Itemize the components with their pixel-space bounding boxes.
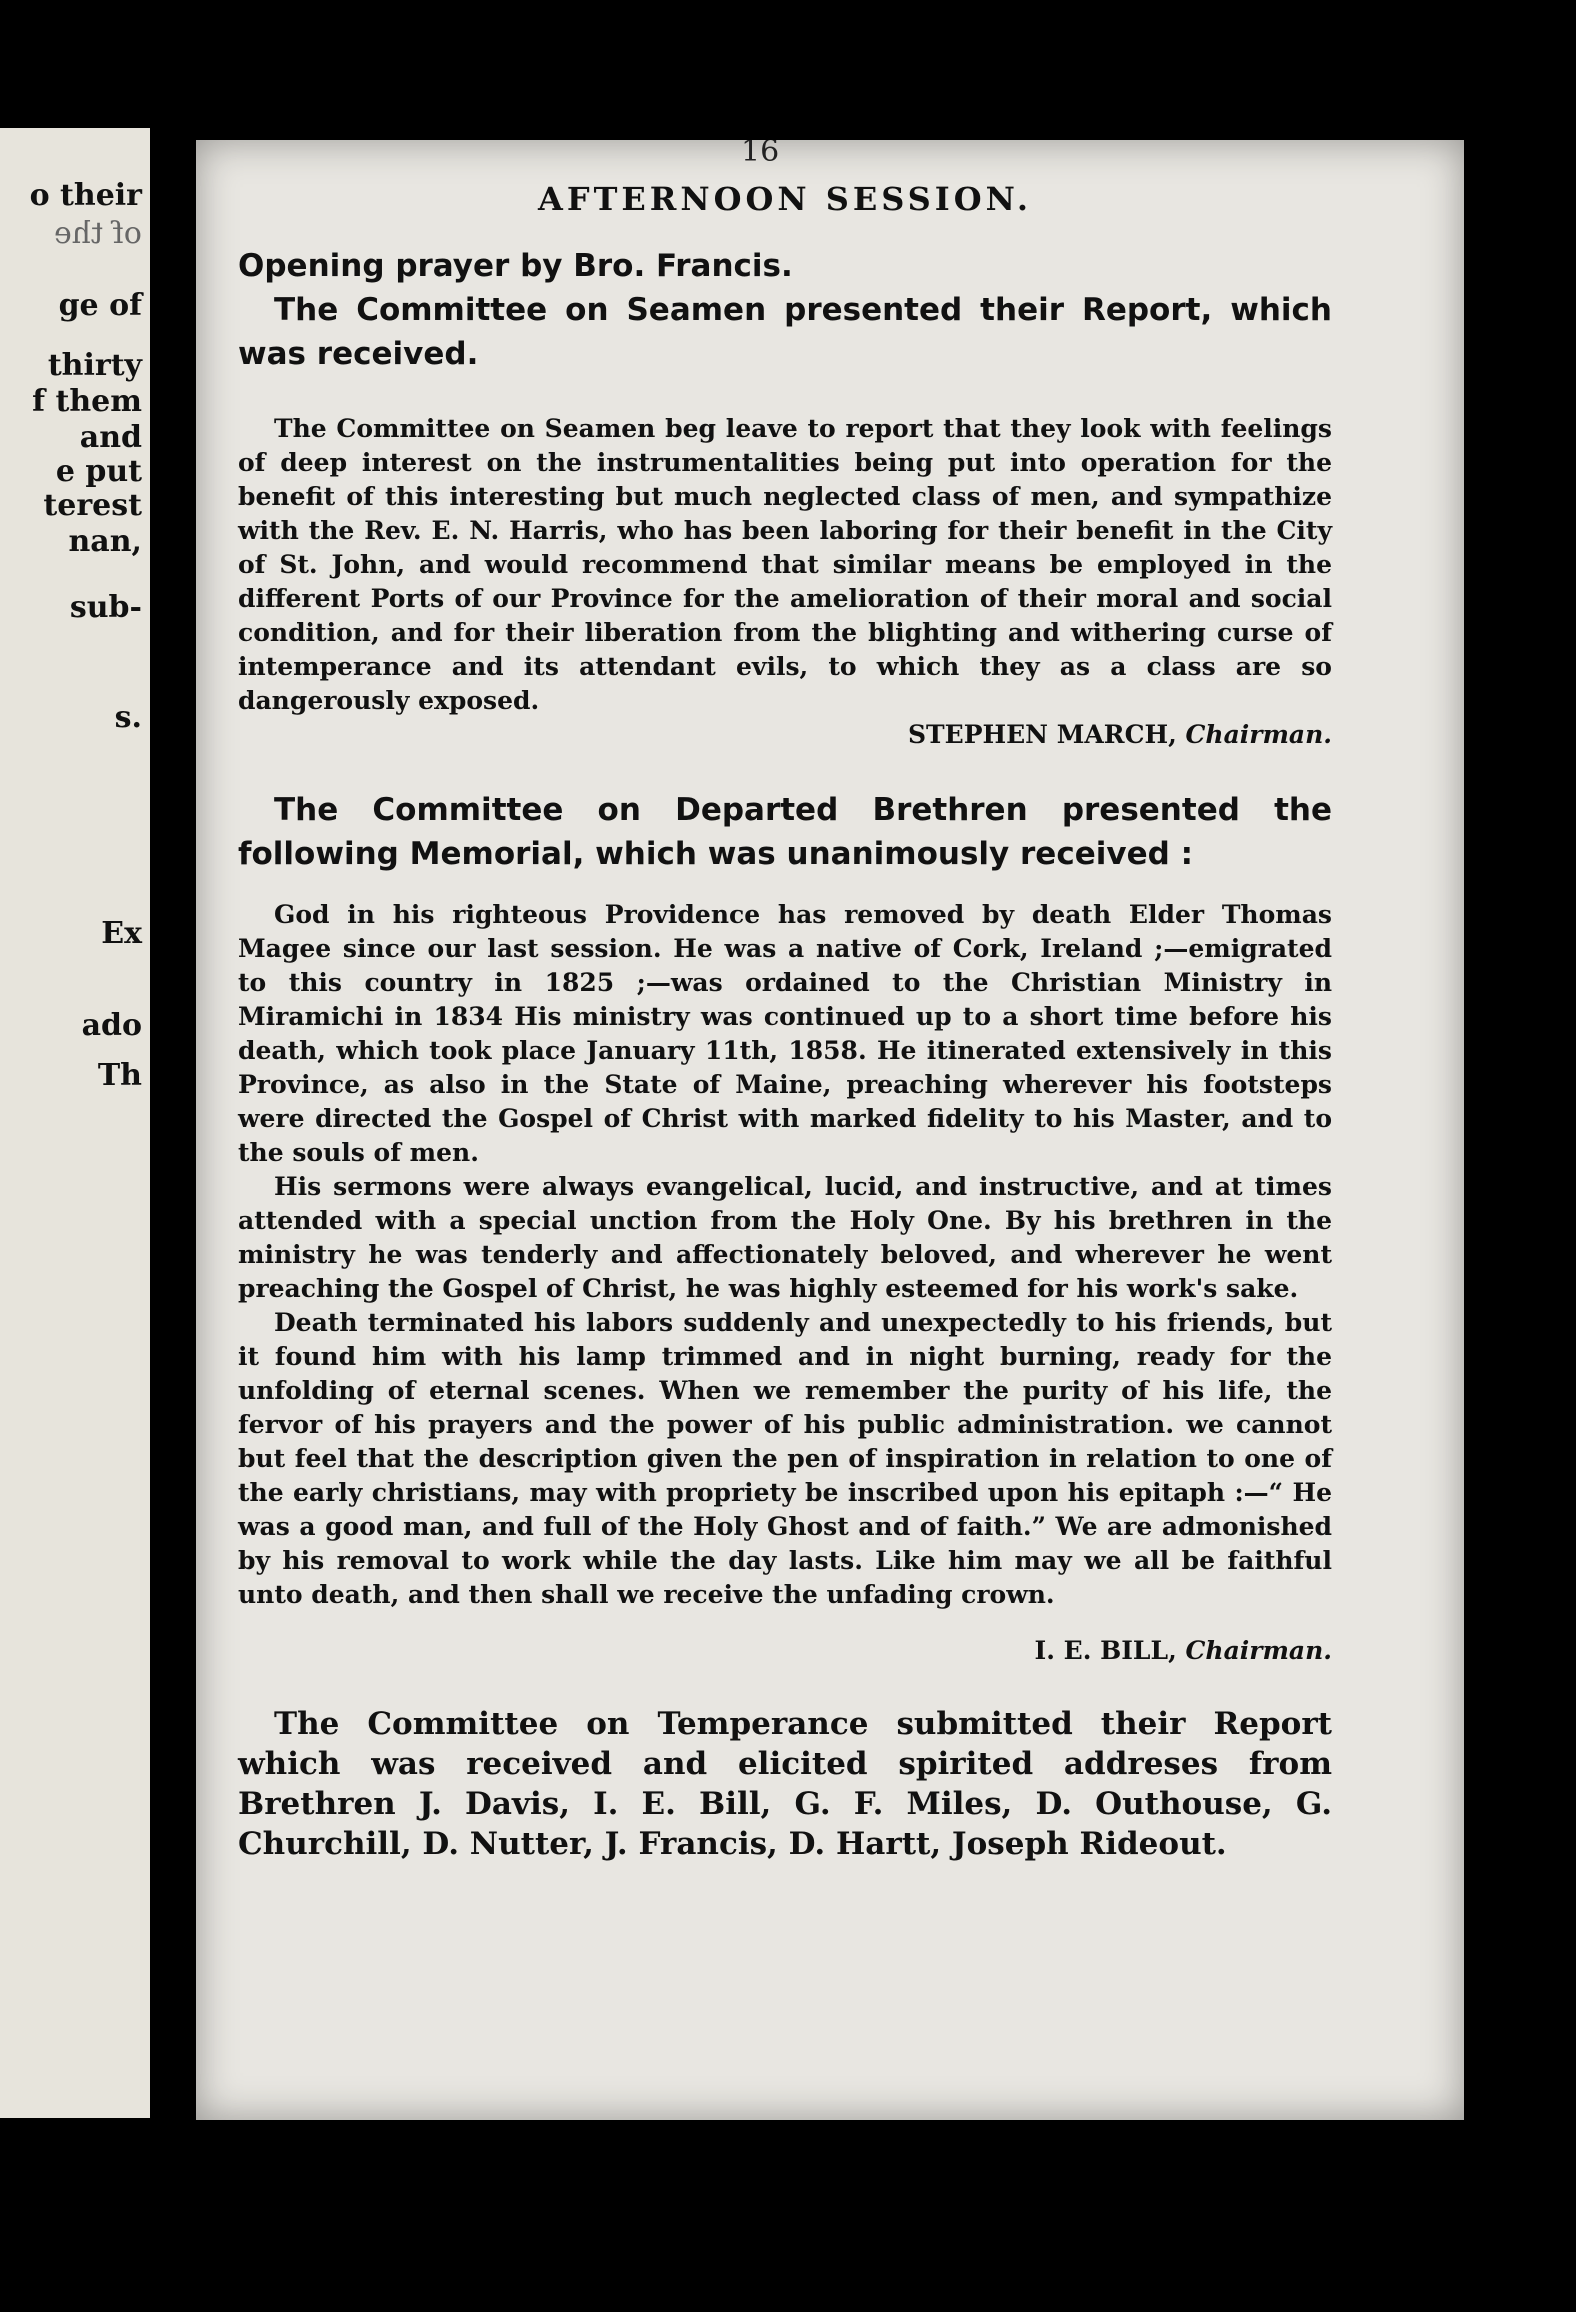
facing-text-fragment: sub- xyxy=(69,590,142,625)
temperance-report: The Committee on Temperance submitted their Report which was received and elicited spirited addreses from Brethren J. Davis, I. E. Bill, G. F. Miles, D. Outhouse, G. Churchill, D. Nutter, J. Francis, D. Hartt, Joseph Rideout. xyxy=(238,1706,1332,1862)
memorial-paragraph: God in his righteous Providence has removed by death Elder Thomas Magee since our last session. He was a native of Cork, Ireland ;—emigrated to this country in 1825 ;—was ordained to the Christian Ministry in Miramichi in 1834 His ministry was continued up to a short time before his death, which took place January 11th, 1858. He itinerated extensively in this Province, as also in the State of Maine, preaching wherever his footsteps were directed the Gospel of Christ with marked fidelity to his Master, and to the souls of men. xyxy=(238,900,1332,1167)
page-number: 16 xyxy=(741,140,780,169)
page-text xyxy=(238,180,1332,1864)
facing-text-fragment: ge of xyxy=(58,288,142,323)
signature-name: STEPHEN MARCH, xyxy=(907,720,1177,749)
book-gutter xyxy=(150,128,196,2118)
facing-text-fragment: nan, xyxy=(68,524,142,559)
facing-text-fragment: terest xyxy=(43,488,142,523)
facing-text-fragment: e put xyxy=(55,454,142,489)
signature-role: Chairman. xyxy=(1185,720,1332,749)
memorial-paragraph: His sermons were always evangelical, lucid, and instructive, and at times attended with a special unction from the Holy One. By his brethren in the ministry he was tenderly and affectionately beloved, and wherever he went preaching the Gospel of Christ, he was highly esteemed for his work's sake. xyxy=(238,1172,1332,1303)
departed-signature xyxy=(238,1634,1332,1668)
departed-intro: The Committee on Departed Brethren presented the following Memorial, which was unanimously received : xyxy=(238,792,1332,872)
facing-text-fragment: and xyxy=(79,420,142,455)
facing-text-fragment: o their xyxy=(29,178,142,213)
memorial-paragraph: Death terminated his labors suddenly and unexpectedly to his friends, but it found him with his lamp trimmed and in night burning, ready for the unfolding of eternal scenes. When we remember the purity of his life, the fervor of his prayers and the power of his public administration. we cannot but feel that the description given the pen of inspiration in relation to one of the early christians, may with propriety be inscribed upon his epitaph :—“ He was a good man, and full of the Holy Ghost and of faith.” We are admonished by his removal to work while the day lasts. Like him may we all be faithful unto death, and then shall we receive the unfading crown. xyxy=(238,1308,1332,1609)
opening-prayer: Opening prayer by Bro. Francis. xyxy=(238,248,793,284)
seamen-signature xyxy=(238,718,1332,752)
seamen-intro: The Committee on Seamen presented their Report, which was received. xyxy=(238,292,1332,372)
facing-text-fragment: of the xyxy=(54,216,142,251)
seamen-report: The Committee on Seamen beg leave to report that they look with feelings of deep interest on the instrumentalities being put into operation for the benefit of this interesting but much neglected class of men, and sympathize with the Rev. E. N. Harris, who has been laboring for their benefit in the City of St. John, and would recommend that similar means be employed in the different Ports of our Province for the amelioration of their moral and social condition, and for their liberation from the blighting and withering curse of intemperance and its attendant evils, to which they as a class are so dangerously exposed. xyxy=(238,414,1332,715)
facing-text-fragment: Th xyxy=(97,1058,142,1093)
facing-text-fragment: s. xyxy=(114,700,142,735)
signature-name: I. E. BILL, xyxy=(1034,1636,1177,1665)
signature-role: Chairman. xyxy=(1185,1636,1332,1665)
document-page xyxy=(196,140,1464,2120)
facing-text-fragment: Ex xyxy=(101,916,142,951)
session-heading: AFTERNOON SESSION. xyxy=(538,180,1032,218)
facing-text-fragment: f them xyxy=(32,384,142,419)
facing-text-fragment: ado xyxy=(81,1008,142,1043)
facing-text-fragment: thirty xyxy=(47,348,142,383)
facing-page-fragment xyxy=(0,128,150,2118)
